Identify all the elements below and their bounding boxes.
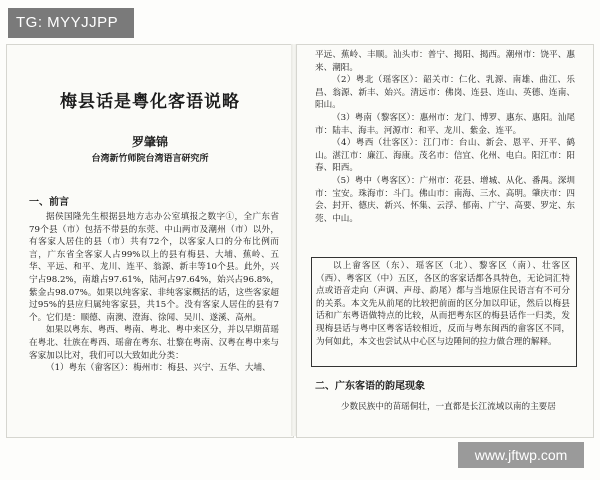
boxed-paragraph bbox=[316, 260, 570, 348]
region-list-continued: 平远、蕉岭、丰顺。汕头市：普宁、揭阳、揭西。潮州市：饶平、惠来、潮阳。 bbox=[315, 50, 575, 73]
site-watermark: www.jftwp.com bbox=[458, 442, 584, 468]
region-item-north: （2）粤北（瑶客区）：韶关市：仁化、乳源、南雄、曲江、乐昌、翁源、新丰、始兴。清远市：佛岗、连县、连山、英德、连南、阳山。 bbox=[315, 75, 575, 111]
right-page bbox=[296, 44, 594, 438]
paragraph-3: （1）粤东（畲客区）：梅州市：梅县、兴宁、五华、大埔、 bbox=[46, 363, 271, 374]
intro-paragraph bbox=[29, 211, 279, 375]
section-heading-intro: 一、前言 bbox=[29, 197, 69, 208]
region-item-west: （4）粤西（壮客区）：江门市：台山、新会、恩平、开平、鹤山。湛江市：廉江、海康。茂名市：信宜、化州、电白。阳江市：阳春、阳西。 bbox=[315, 138, 575, 174]
paragraph-2: 如果以粤东、粤西、粤南、粤北、粤中来区分，并以早期苗瑶在粤北、壮族在粤西、瑶畲在粤东、壮黎在粤南、汉粤在粤中来与客家加以比对，我们可以大致如此分类： bbox=[29, 325, 279, 361]
author-affiliation: 台湾新竹师院台湾语言研究所 bbox=[91, 154, 209, 164]
paragraph-1: 据侯国隆先生根据县地方志办公室填报之数字①，全广东省79个县（市）包括不带县的东莞、中山两市及潮州（市）以外，有客家人居住的县（市）共有72个，以客家人口的分布比例而言，广东省全客家人占99%以上的县有梅县、大埔、蕉岭、五华、平远、和平、龙川、连平、翁源、新丰等10个县。此外，兴宁占98.2%，南雄占97.61%，陆河占97.64%，始兴占96.8%，紫金占98.07%。如果以纯客家、非纯客家概括的话，这些客家超过95%的县应归属纯客家县，共15个。没有客家人居住的县有7个。它们是：顺德、南澳、澄海、徐闻、吴川、遂溪、高州。 bbox=[29, 212, 279, 323]
author-name: 罗肇锦 bbox=[131, 135, 168, 149]
article-title: 梅县话是粤化客语说略 bbox=[60, 92, 240, 112]
region-item-south: （3）粤南（黎客区）：惠州市：龙门、博罗、惠东、惠阳。汕尾市：陆丰、海丰。河源市：和平、龙川、紫金、连平。 bbox=[315, 112, 575, 136]
boxed-text: 以上畲客区（东）、瑶客区（北）、黎客区（南）、壮客区（西）、粤客区（中）五区，各区的客家话都各具特色，无论词汇特点或语音走向（声调、声母、韵尾）都与当地原住民语言有不可分的关系。本文先从前尾的比较把前面的区分加以印证，然后以梅县话和广东粤语做特点的比较，从而把粤东区的梅县话作一归类，发现梅县话与粤中区粤客话较相近，反而与粤东闽西的畲客区不同，为何如此，本文也尝试从中心区与边陲间的拉力做合理的解释。 bbox=[316, 261, 570, 347]
closing-text: 少数民族中的苗瑶侗壮，一直都是长江流域以南的主要居 bbox=[341, 402, 556, 412]
tg-tag-label: TG: MYYJJPP bbox=[8, 8, 134, 38]
closing-paragraph bbox=[315, 401, 577, 414]
section-heading-rhyme: 二、广东客语的韵尾现象 bbox=[315, 381, 425, 392]
region-list bbox=[315, 49, 575, 225]
left-page bbox=[6, 44, 294, 438]
highlight-box bbox=[311, 257, 577, 367]
region-item-central: （5）粤中（粤客区）：广州市：花县、增城、从化、番禺。深圳市：宝安。珠海市：斗门。佛山市：南海、三水、高明。肇庆市：四会、封开、德庆、新兴、怀集、云浮、郁南、广宁、高要、罗定、东莞、中山。 bbox=[315, 175, 575, 224]
